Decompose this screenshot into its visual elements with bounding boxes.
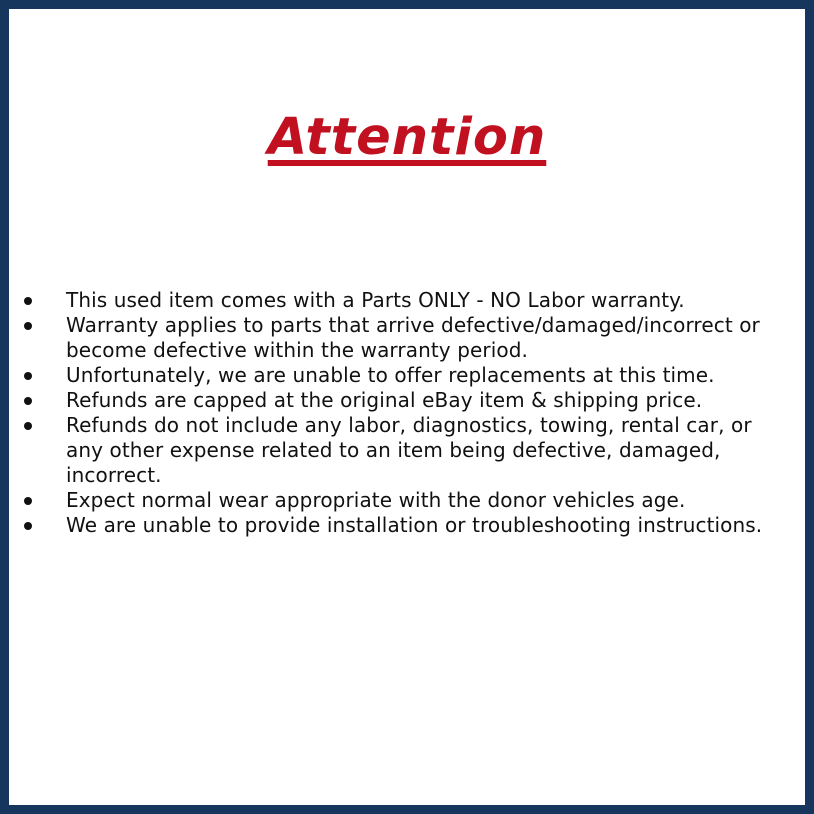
bullet-icon <box>24 422 32 430</box>
list-item <box>9 413 805 488</box>
list-item <box>9 313 805 363</box>
list-item <box>9 488 805 513</box>
bullet-icon <box>24 322 32 330</box>
list-item-text: Warranty applies to parts that arrive defective/damaged/incorrect or become defective within the warranty period. <box>66 312 760 362</box>
list-item <box>9 363 805 388</box>
list-item-text: Expect normal wear appropriate with the donor vehicles age. <box>66 487 686 512</box>
bullet-icon <box>24 297 32 305</box>
bullet-icon <box>24 372 32 380</box>
bullet-icon <box>24 397 32 405</box>
page-title: Attention <box>267 108 547 167</box>
list-item <box>9 288 805 313</box>
notice-list <box>9 288 805 538</box>
list-item <box>9 388 805 413</box>
list-item-text: Refunds do not include any labor, diagnostics, towing, rental car, or any other expense related to an item being defective, damaged, incorrect. <box>66 412 752 487</box>
bullet-icon <box>24 497 32 505</box>
list-item-text: Refunds are capped at the original eBay item & shipping price. <box>66 387 703 412</box>
list-item-text: This used item comes with a Parts ONLY - NO Labor warranty. <box>66 287 685 312</box>
list-item-text: Unfortunately, we are unable to offer replacements at this time. <box>66 362 715 387</box>
list-item <box>9 513 805 538</box>
bullet-icon <box>24 522 32 530</box>
list-item-text: We are unable to provide installation or troubleshooting instructions. <box>66 512 763 537</box>
